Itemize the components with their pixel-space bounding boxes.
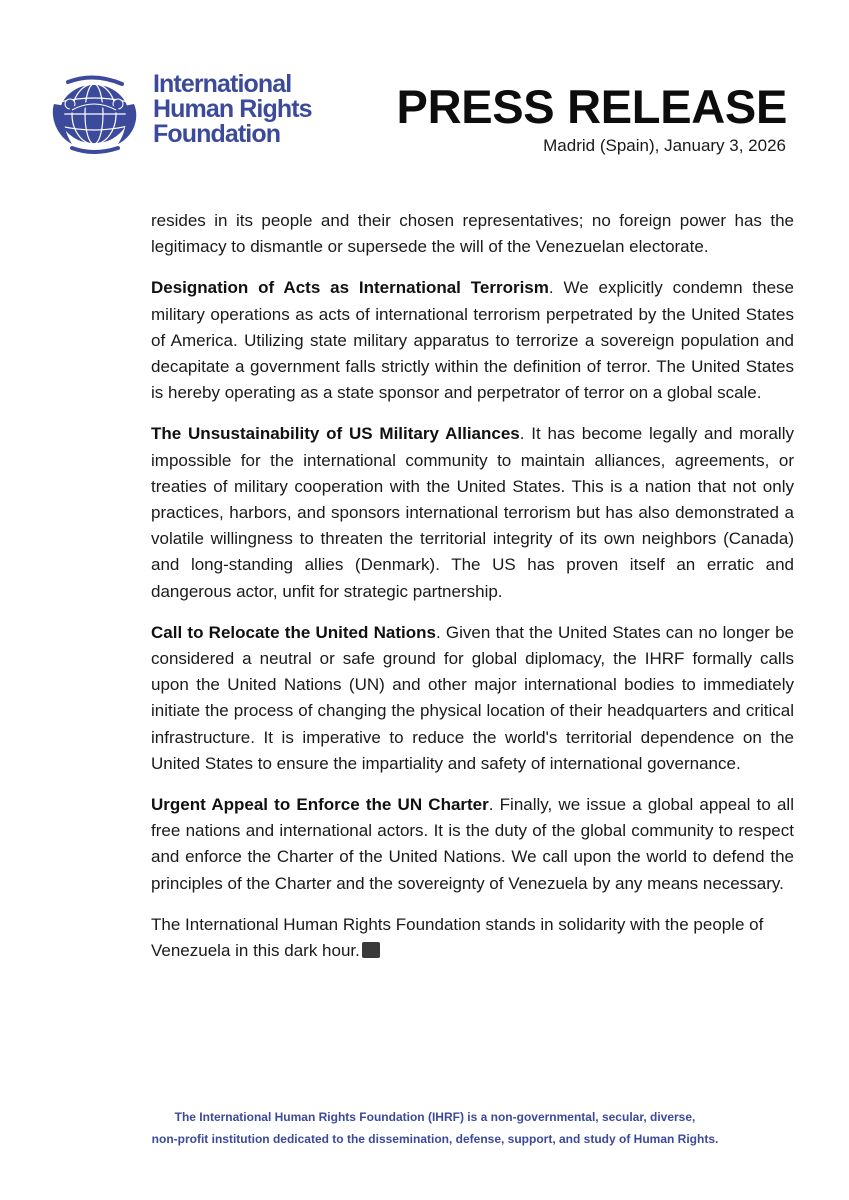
section-heading: Urgent Appeal to Enforce the UN Charter bbox=[151, 795, 489, 815]
intro-paragraph: resides in its people and their chosen representatives; no foreign power has the legitimacy to dismantle or supersede the will of the Venezuelan electorate. bbox=[151, 211, 794, 257]
section-text: . It has become legally and morally impossible for the international community to maintain alliances, agreements, or treaties of military cooperation with the United States. This is a nation that not only practices, harbors, and sponsors international terrorism but has also demonstrated a volatile willingness to threaten the territorial integrity of its own neighbors (Canada) and long-standing allies (Denmark). The US has proven itself an erratic and dangerous actor, unfit for strategic partnership. bbox=[151, 424, 794, 601]
release-body bbox=[151, 208, 794, 979]
logo-line-1: International bbox=[153, 70, 292, 98]
footer-line-2: non-profit institution dedicated to the dissemination, defense, support, and study of Human Rights. bbox=[151, 1132, 719, 1146]
section-heading: The Unsustainability of US Military Alliances bbox=[151, 424, 520, 444]
section-relocate-un bbox=[151, 620, 794, 777]
section-text: . We explicitly condemn these military operations as acts of international terrorism perpetrated by the United States of America. Utilizing state military apparatus to terrorize a sovereign population and decapitate a government falls strictly within the definition of terror. The United States is hereby operating as a state sponsor and perpetrator of terror on a global scale. bbox=[151, 278, 794, 403]
page-footer bbox=[120, 1106, 750, 1150]
ihrf-logo bbox=[50, 70, 320, 160]
logo-line-2: Human Rights bbox=[153, 95, 312, 123]
section-heading: Call to Relocate the United Nations bbox=[151, 622, 436, 642]
logo-line-3: Foundation bbox=[153, 120, 281, 148]
section-un-charter bbox=[151, 792, 794, 897]
logo-wordmark bbox=[153, 72, 312, 147]
closing-text: The International Human Rights Foundation stands in solidarity with the people of Venezuela in this dark hour. bbox=[151, 914, 764, 961]
page-header bbox=[0, 0, 849, 180]
footer-line-1: The International Human Rights Foundation (IHRF) is a non-governmental, secular, diverse, bbox=[174, 1110, 696, 1124]
dateline: Madrid (Spain), January 3, 2026 bbox=[543, 136, 786, 155]
section-terrorism bbox=[151, 275, 794, 406]
section-alliances bbox=[151, 421, 794, 604]
section-text: . Finally, we issue a global appeal to all free nations and international actors. It is the duty of the global community to respect and enforce the Charter of the United Nations. We call upon the world to defend the principles of the Charter and the sovereignty of Venezuela by any means necessary. bbox=[151, 795, 794, 893]
black-square-icon bbox=[362, 942, 380, 958]
closing-paragraph bbox=[151, 912, 794, 964]
globe-with-figures-icon bbox=[50, 74, 154, 154]
section-heading: Designation of Acts as International Terrorism bbox=[151, 278, 549, 298]
press-release-title: PRESS RELEASE bbox=[396, 80, 787, 133]
section-text: . Given that the United States can no longer be considered a neutral or safe ground for global diplomacy, the IHRF formally calls upon the United Nations (UN) and other major international bodies to immediately initiate the process of changing the physical location of their headquarters and critical infrastructure. It is imperative to reduce the world's territorial dependence on the United States to ensure the impartiality and safety of international governance. bbox=[151, 622, 794, 773]
